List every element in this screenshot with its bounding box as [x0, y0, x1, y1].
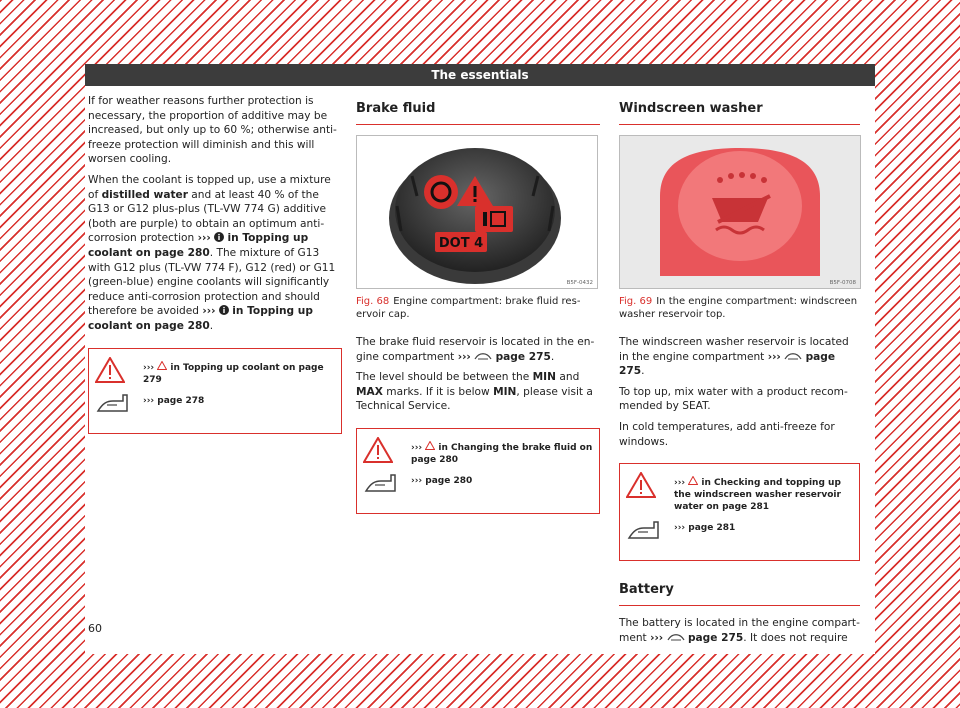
figure-washer-reservoir: [619, 135, 861, 289]
chevron-icon: ›››: [202, 305, 216, 318]
brake-fluid-cap-illustration: [357, 136, 597, 288]
column-middle: [356, 94, 600, 514]
note-link[interactable]: page 280: [425, 475, 473, 486]
warning-triangle-icon: [95, 357, 125, 383]
paragraph: In cold temperatures, add anti-freeze for windows.: [619, 420, 835, 448]
cross-reference-link[interactable]: in Topping up coolant on page 280: [88, 232, 309, 259]
warning-triangle-icon: [425, 441, 435, 450]
engine-compartment-icon: [784, 350, 802, 361]
warning-triangle-icon: [363, 437, 393, 463]
hand-book-icon: [95, 391, 129, 415]
section-heading: Windscreen washer: [619, 94, 860, 125]
warning-box: ››› in Changing the brake fluid on page 280 ››› page 280: [356, 428, 600, 514]
figure-code: B5F-0708: [829, 280, 856, 286]
section-header: The essentials: [85, 64, 875, 86]
hand-book-icon: [363, 471, 397, 495]
paragraph: To top up, mix water with a product recommended by SEAT.: [619, 385, 848, 413]
warning-box: ››› in Checking and topping up the windscreen washer reservoir water on page 281 ››› page 281: [619, 463, 860, 561]
warning-triangle-icon: [626, 472, 656, 498]
warning-box: ››› in Topping up coolant on page 279 ››› page 278: [88, 348, 342, 434]
warning-triangle-icon: [688, 476, 698, 485]
note-link[interactable]: page 281: [688, 523, 736, 534]
hand-book-icon: [626, 518, 660, 542]
info-circle-icon: [219, 305, 229, 315]
note-link[interactable]: page 278: [157, 395, 205, 406]
warning-triangle-icon: [157, 361, 167, 370]
paragraph: The brake fluid reservoir is located in the engine compartment ››› page 275.: [356, 336, 595, 363]
engine-compartment-icon: [667, 631, 685, 642]
paragraph: The windscreen washer reservoir is located in the engine compartment ››› page 275.: [619, 336, 849, 378]
section-heading: Brake fluid: [356, 94, 600, 125]
cross-reference-link[interactable]: page 275: [619, 350, 836, 378]
column-left: [88, 94, 342, 434]
warning-link[interactable]: in Changing the brake fluid on page 280: [411, 442, 593, 465]
page: [85, 64, 875, 654]
cross-reference-link[interactable]: page 275: [495, 350, 551, 363]
figure-brake-fluid-cap: [356, 135, 598, 289]
page-number: 60: [88, 622, 102, 635]
paragraph: The level should be between the MIN and MAX marks. If it is below MIN, please visit a Technical Service.: [356, 371, 593, 413]
paragraph: The battery is located in the engine compartment ››› page 275. It does not require: [619, 617, 860, 644]
cross-reference-link[interactable]: in Topping up coolant on page 280: [88, 305, 313, 332]
paragraph: When the coolant is topped up, use a mixture of distilled water and at least 40 % of the G13 or G12 plus-plus (TL-VW 774 G) additive (both are purple) to obtain an optimum anti-corrosion protection ››› in Topping up coolant on page 280. The mixture of G13 with G12 plus (TL-VW 774 F), G12 (red) or G11 (green-blue) engine coolants will significantly reduce anti-corrosion protection and should therefore be avoided ››› in Topping up coolant on page 280.: [88, 173, 336, 332]
svg-text:DOT 4: DOT 4: [438, 236, 484, 251]
info-circle-icon: [214, 232, 224, 242]
paragraph: If for weather reasons further protection is necessary, the proportion of additive may be increased, but only up to 60 %; otherwise antifreeze protection will diminish and this will worsen cooling.: [88, 95, 337, 166]
washer-reservoir-illustration: [620, 136, 860, 288]
figure-code: B5F-0432: [566, 280, 593, 286]
section-heading: Battery: [619, 575, 860, 606]
figure-caption: Fig. 68 Engine compartment: brake fluid reservoir cap.: [356, 296, 581, 320]
engine-compartment-icon: [474, 350, 492, 361]
warning-link[interactable]: in Topping up coolant on page 279: [143, 362, 324, 385]
warning-link[interactable]: in Checking and topping up the windscreen washer reservoir water on page 281: [674, 478, 841, 513]
chevron-icon: ›››: [197, 232, 211, 245]
figure-caption: Fig. 69 In the engine compartment: windscreen washer reservoir top.: [619, 296, 858, 320]
cross-reference-link[interactable]: page 275: [687, 631, 744, 644]
column-right: [619, 94, 860, 651]
